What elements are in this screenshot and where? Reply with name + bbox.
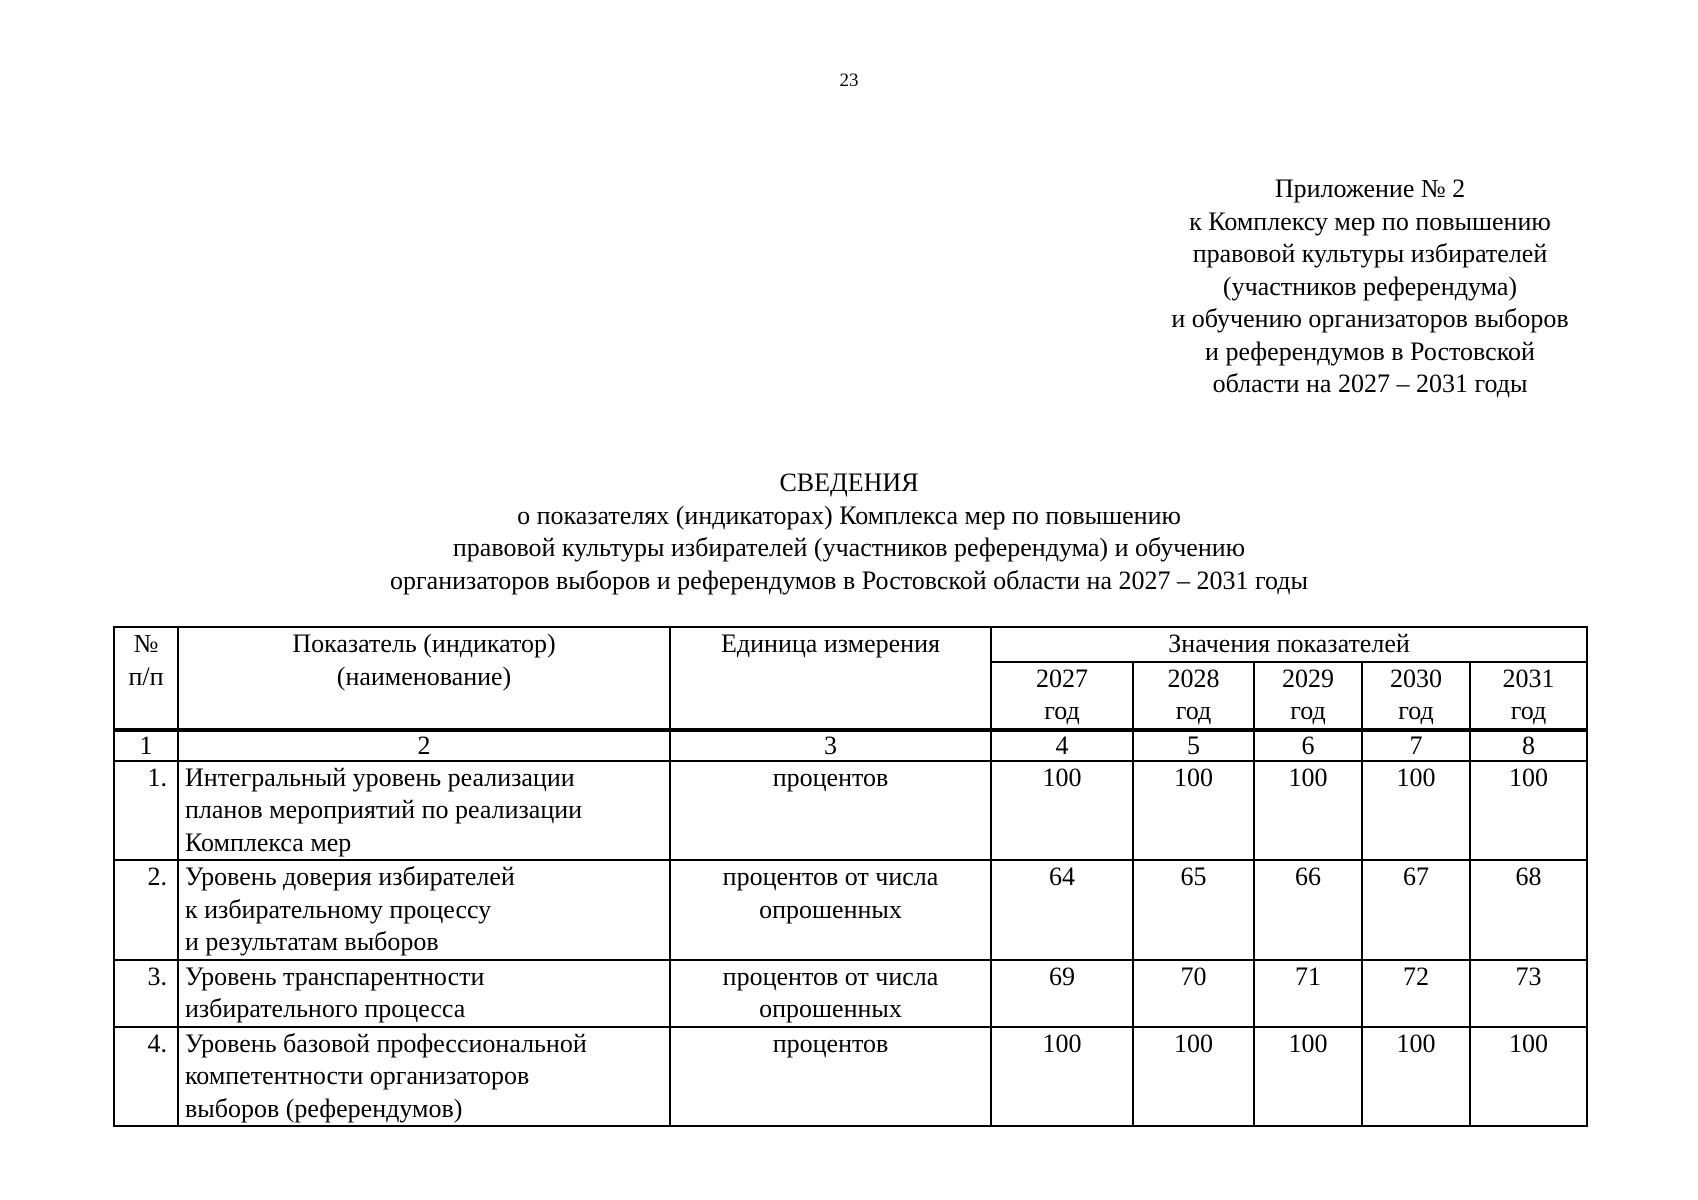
unit-line: процентов от числа — [722, 961, 939, 991]
value-cell: 66 — [1254, 860, 1362, 960]
value-cell: 64 — [991, 860, 1133, 960]
year-label: год — [1398, 696, 1434, 725]
title-heading: СВЕДЕНИЯ — [779, 468, 919, 497]
header-indicator-line: Показатель (индикатор) — [292, 629, 556, 658]
value-cell: 100 — [991, 1027, 1133, 1127]
column-number: 5 — [1133, 730, 1254, 761]
header-values-group: Значения показателей — [991, 627, 1587, 662]
header-year — [1470, 662, 1587, 730]
header-unit: Единица измерения — [670, 627, 991, 730]
annex-line: и референдумов в Ростовской — [1205, 336, 1535, 366]
value-cell: 100 — [1470, 1027, 1587, 1127]
header-num-line: № — [133, 629, 159, 658]
year-value: 2028 — [1167, 663, 1220, 693]
unit-line: процентов — [772, 762, 889, 792]
value-cell: 100 — [1254, 761, 1362, 861]
column-number: 1 — [114, 730, 178, 761]
header-indicator-line: (наименование) — [336, 661, 512, 691]
year-value: 2027 — [1036, 663, 1088, 693]
row-number: 1. — [114, 761, 178, 861]
header-num — [114, 627, 178, 730]
value-cell: 67 — [1362, 860, 1470, 960]
year-label: год — [1044, 696, 1080, 725]
year-label: год — [1175, 696, 1212, 725]
value-cell: 73 — [1470, 960, 1587, 1027]
column-number: 6 — [1254, 730, 1362, 761]
indicator-name-line: Уровень доверия избирателей — [185, 862, 515, 891]
header-year — [991, 662, 1133, 730]
year-value: 2029 — [1282, 663, 1334, 693]
indicator-name-line: планов мероприятий по реализации — [185, 795, 583, 824]
header-num-line: п/п — [128, 661, 164, 691]
indicator-name-line: Комплекса мер — [185, 827, 352, 857]
value-cell: 100 — [1254, 1027, 1362, 1127]
header-row — [114, 627, 1587, 662]
unit-line: опрошенных — [759, 894, 902, 924]
row-number: 2. — [114, 860, 178, 960]
table-row — [114, 1027, 1587, 1127]
value-cell: 100 — [1362, 761, 1470, 861]
document-title — [0, 467, 1698, 597]
unit-line: процентов — [772, 1028, 889, 1058]
column-numbers-row — [114, 730, 1587, 761]
table-row — [114, 761, 1587, 861]
value-cell: 100 — [991, 761, 1133, 861]
indicator-name-line: Уровень базовой профессиональной — [185, 1028, 587, 1058]
header-indicator — [178, 627, 670, 730]
indicator-name-line: Интегральный уровень реализации — [185, 762, 575, 792]
value-cell: 70 — [1133, 960, 1254, 1027]
annex-line: к Комплексу мер по повышению — [1189, 206, 1551, 236]
value-cell: 69 — [991, 960, 1133, 1027]
unit-cell — [670, 761, 991, 861]
indicator-name — [178, 860, 670, 960]
value-cell: 100 — [1362, 1027, 1470, 1127]
indicator-name — [178, 1027, 670, 1127]
indicator-name-line: и результатам выборов — [185, 927, 439, 956]
indicators-table — [113, 626, 1588, 1127]
column-number: 2 — [178, 730, 670, 761]
row-number: 3. — [114, 960, 178, 1027]
value-cell: 68 — [1470, 860, 1587, 960]
indicator-name-line: к избирательному процессу — [185, 894, 492, 924]
indicator-name-line: Уровень транспарентности — [185, 961, 485, 991]
indicator-name-line: компетентности организаторов — [185, 1061, 530, 1090]
row-number: 4. — [114, 1027, 178, 1127]
indicator-name — [178, 960, 670, 1027]
unit-cell — [670, 1027, 991, 1127]
unit-cell — [670, 960, 991, 1027]
page-number: 23 — [839, 70, 859, 91]
header-year — [1254, 662, 1362, 730]
value-cell: 100 — [1133, 1027, 1254, 1127]
year-value: 2031 — [1502, 663, 1555, 693]
value-cell: 100 — [1470, 761, 1587, 861]
indicator-name-line: избирательного процесса — [185, 994, 466, 1023]
column-number: 7 — [1362, 730, 1470, 761]
value-cell: 100 — [1133, 761, 1254, 861]
annex-line: области на 2027 – 2031 годы — [1212, 369, 1528, 398]
annex-line: (участников референдума) — [1222, 271, 1518, 301]
title-line: о показателях (индикаторах) Комплекса мер по повышению — [517, 500, 1181, 530]
year-label: год — [1510, 696, 1547, 725]
table-row — [114, 860, 1587, 960]
title-line: правовой культуры избирателей (участников референдума) и обучению — [452, 533, 1246, 562]
column-number: 3 — [670, 730, 991, 761]
value-cell: 72 — [1362, 960, 1470, 1027]
indicator-name-line: выборов (референдумов) — [185, 1093, 463, 1123]
year-value: 2030 — [1390, 663, 1442, 693]
header-year — [1133, 662, 1254, 730]
value-cell: 65 — [1133, 860, 1254, 960]
annex-line: Приложение № 2 — [1274, 174, 1466, 203]
annex-header — [1115, 173, 1625, 401]
column-number: 4 — [991, 730, 1133, 761]
header-year — [1362, 662, 1470, 730]
indicator-name — [178, 761, 670, 861]
annex-line: правовой культуры избирателей — [1192, 239, 1548, 268]
unit-cell — [670, 860, 991, 960]
year-label: год — [1290, 696, 1326, 725]
table-row — [114, 960, 1587, 1027]
value-cell: 71 — [1254, 960, 1362, 1027]
annex-line: и обучению организаторов выборов — [1171, 304, 1569, 333]
unit-line: опрошенных — [759, 994, 902, 1023]
column-number: 8 — [1470, 730, 1587, 761]
unit-line: процентов от числа — [722, 862, 939, 891]
title-line: организаторов выборов и референдумов в Ростовской области на 2027 – 2031 годы — [390, 565, 1308, 595]
